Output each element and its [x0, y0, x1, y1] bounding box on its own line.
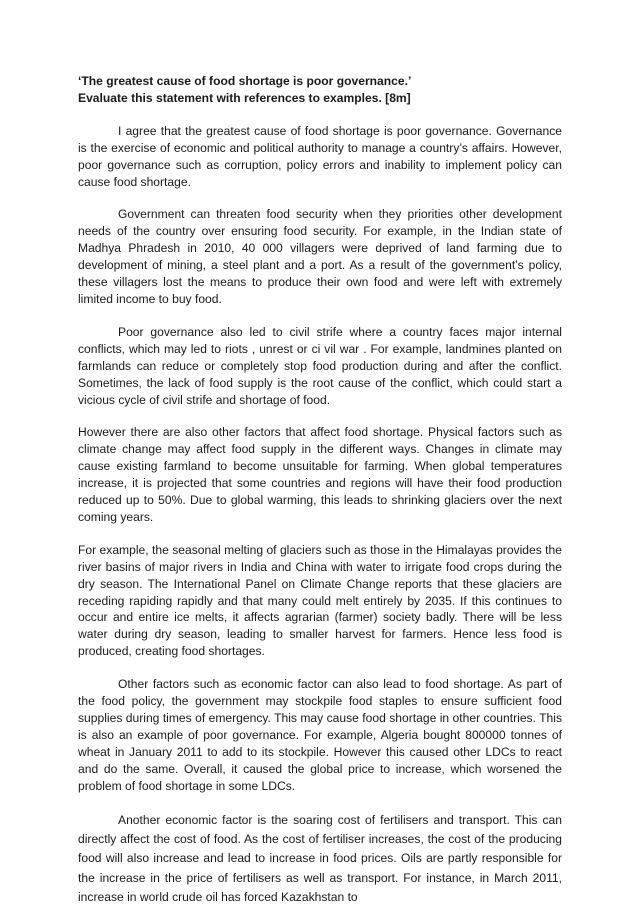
paragraph-economic-factor: Other factors such as economic factor can also lead to food shortage. As part of the food policy, the government may stockpile food staples to ensure sufficient food supplies during times of emergency. This may cause food shortage in other countries. This is also an example of poor governance. For example, Algeria bought 800000 tonnes of wheat in January 2011 to add to its stockpile. However this caused other LDCs to react and do the same. Overall, it caused the global price to increase, which worsened the problem of food shortage in some LDCs.: [78, 677, 562, 793]
essay-question: [78, 73, 562, 107]
paragraph-glaciers-example: For example, the seasonal melting of glaciers such as those in the Himalayas provides the river basins of major rivers in India and China with water to irrigate food crops during the dry season. The International Panel on Climate Change reports that these glaciers are receding rapiding rapidly and that many could melt entirely by 2035. If this continues to occur and entire ice melts, it affects agrarian (farmer) society badly. There will be less water during dry season, leading to smaller harvest for farmers. Hence less food is produced, creating food shortages.: [78, 542, 562, 659]
paragraph-physical-factors: However there are also other factors that affect food shortage. Physical factors such as climate change may affect food supply in the different ways. Changes in climate may cause existing farmland to become unsuitable for farming. When global temperatures increase, it is projected that some countries and regions will have their food production reduced up to 50%. Due to global warming, this leads to shrinking glaciers over the next coming years.: [78, 425, 562, 524]
paragraph-fertiliser-transport: Another economic factor is the soaring cost of fertilisers and transport. This can directly affect the cost of food. As the cost of fertiliser increases, the cost of the producing food will also increase and lead to increase in food prices. Oils are partly responsible for the increase in the price of fertilisers as well as transport. For instance, in March 2011, increase in world crude oil has forced Kazakhstan to: [78, 812, 562, 905]
essay-body: [78, 73, 562, 908]
paragraph-government-priorities: Government can threaten food security when they priorities other development needs of the country over ensuring food security. For example, in the Indian state of Madhya Phradesh in 2010, 40 000 villagers were deprived of land farming due to development of mining, a steel plant and a port. As a result of the government’s policy, these villagers lost the means to produce their own food and were left with extremely limited income to buy food.: [78, 207, 562, 306]
question-statement: ‘The greatest cause of food shortage is poor governance.’: [78, 74, 412, 88]
paragraph-civil-strife: Poor governance also led to civil strife where a country faces major internal conflicts, which may led to riots , unrest or ci vil war . For example, landmines planted on farmlands can reduce or completely stop food production during and after the conflict. Sometimes, the lack of food supply is the root cause of the conflict, which could start a vicious cycle of civil strife and shortage of food.: [78, 324, 562, 407]
question-instruction: Evaluate this statement with references to examples. [8m]: [78, 90, 411, 105]
paragraph-introduction: I agree that the greatest cause of food shortage is poor governance. Governance is the exercise of economic and political authority to manage a country’s affairs. However, poor governance such as corruption, policy errors and inability to implement policy can cause food shortage.: [78, 123, 562, 189]
